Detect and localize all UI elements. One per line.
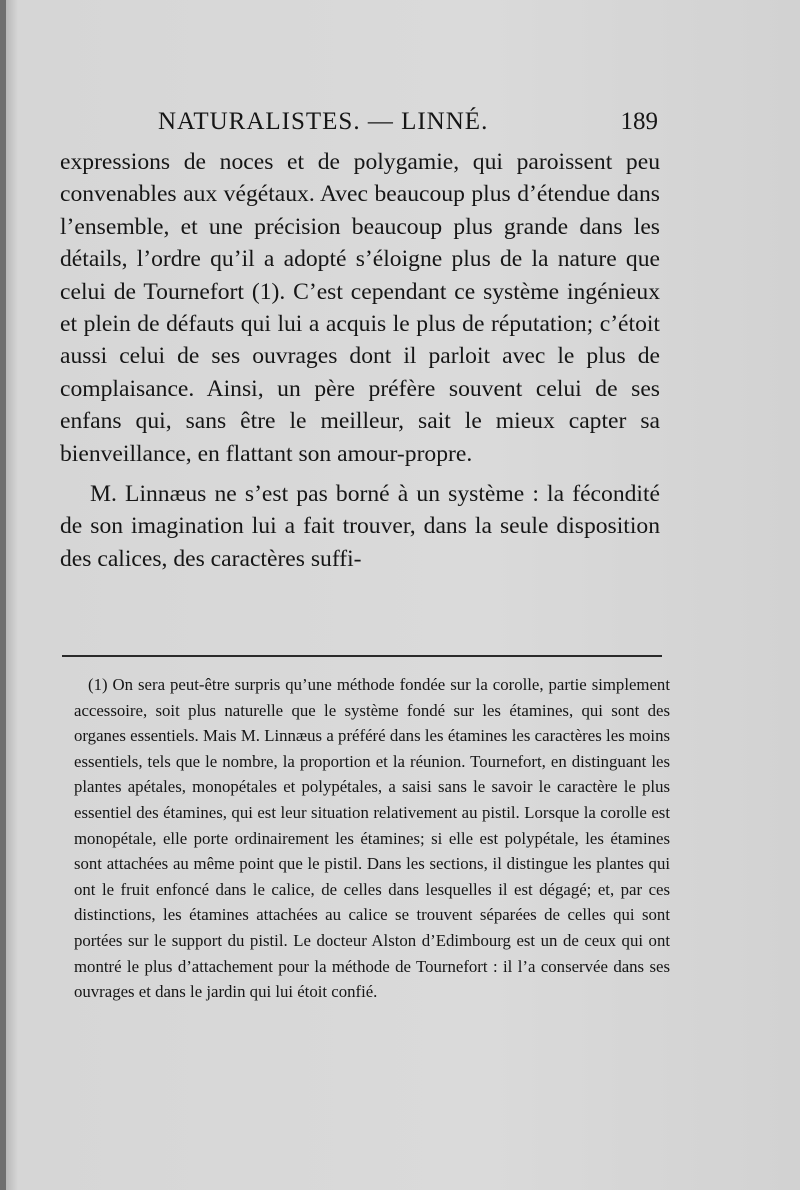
page-binding-shadow <box>0 0 6 1190</box>
running-head <box>158 108 658 148</box>
paragraph: expressions de noces et de polygamie, qui paroissent peu convenables aux végétaux. Avec beaucoup plus d’étendue dans l’ensemble, et une précision beaucoup plus grande dans les détails, l’ordre qu’il a adopté s’éloigne plus de la nature que celui de Tournefort (1). C’est cependant ce système ingénieux et plein de défauts qui lui a acquis le plus de réputation; c’étoit aussi celui de ses ouvrages dont il parloit avec le plus de complaisance. Ainsi, un père préfère souvent celui de ses enfans qui, sans être le meilleur, sait le mieux capter sa bienveillance, en flattant son amour-propre. <box>60 149 660 467</box>
footnote <box>74 672 670 1005</box>
running-title: NATURALISTES. — LINNÉ. <box>158 108 489 135</box>
page-number: 189 <box>620 108 658 135</box>
footnote-text: (1) On sera peut-être surpris qu’une méthode fondée sur la corolle, partie simplement accessoire, soit plus naturelle que le système fondé sur les étamines, qui sont des organes essentiels. Mais M. Linnæus a préféré dans les étamines les caractères les moins essentiels, tels que le nombre, la proportion et la réunion. Tournefort, en distinguant les plantes apétales, monopétales et polypétales, a saisi sans le savoir le caractère le plus essentiel des étamines, qui est leur situation relativement au pistil. Lorsque la corolle est monopétale, elle porte ordinairement les étamines; si elle est polypétale, les étamines sont attachées au même point que le pistil. Dans les sections, il distingue les plantes qui ont le fruit enfoncé dans le calice, de celles dans lesquelles il est dégagé; et, par ces distinctions, les étamines attachées au calice se trouvent séparées de celles qui sont portées sur le support du pistil. Le docteur Alston d’Edimbourg est un de ceux qui ont montré le plus d’attachement pour la méthode de Tournefort : il l’a conservée dans ses ouvrages et dans le jardin qui lui étoit confié. <box>74 675 670 1002</box>
paragraph: M. Linnæus ne s’est pas borné à un système : la fécondité de son imagination lui a fait trouver, dans la seule disposition des calices, des caractères suffi- <box>60 481 660 572</box>
main-text <box>60 146 660 575</box>
footnote-separator <box>62 655 662 657</box>
